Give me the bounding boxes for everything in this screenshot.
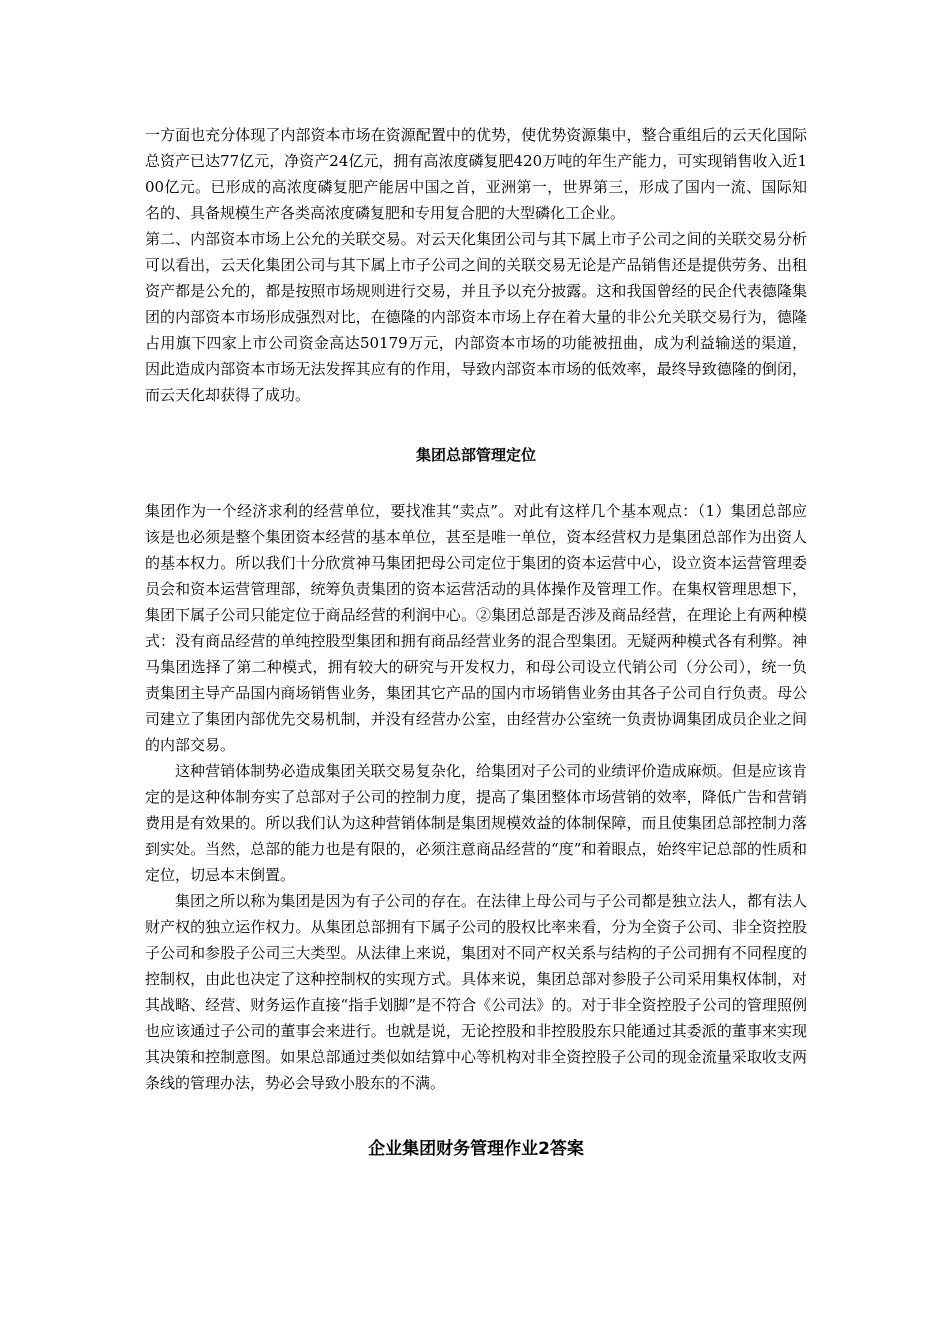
paragraph-intro-1: 一方面也充分体现了内部资本市场在资源配置中的优势，使优势资源集中，整合重组后的云天化国际总资产已达77亿元，净资产24亿元，拥有高浓度磷复肥420万吨的年生产能力，可实现销售收入近100亿元。已形成的高浓度磷复肥产能居中国之首，亚洲第一，世界第三，形成了国内一流、国际知名的、具备规模生产各类高浓度磷复肥和专用复合肥的大型磷化工企业。 [145, 126, 807, 222]
document-page [145, 122, 807, 1162]
paragraph-intro-2: 第二、内部资本市场上公允的关联交易。对云天化集团公司与其下属上市子公司之间的关联交易分析可以看出，云天化集团公司与其下属上市子公司之间的关联交易无论是产品销售还是提供劳务、出租资产都是公允的，都是按照市场规则进行交易，并且予以充分披露。这和我国曾经的民企代表德隆集团的内部资本市场形成强烈对比，在德隆的内部资本市场上存在着大量的非公允关联交易行为，德隆占用旗下四家上市公司资金高达50179万元，内部资本市场的功能被扭曲，成为利益输送的渠道，因此造成内部资本市场无法发挥其应有的作用，导致内部资本市场的低效率，最终导致德隆的倒闭，而云天化却获得了成功。 [145, 230, 807, 404]
section-heading: 集团总部管理定位 [415, 446, 536, 464]
paragraph-section-1: 集团作为一个经济求利的经营单位，要找准其“卖点”。对此有这样几个基本观点：（1）集团总部应该是也必须是整个集团资本经营的基本单位，甚至是唯一单位，资本经营权力是集团总部作为出资人的基本权力。所以我们十分欣赏神马集团把母公司定位于集团的资本运营中心，设立资本运营管理委员会和资本运营管理部，统筹负责集团的资本运营活动的具体操作及管理工作。在集权管理思想下，集团下属子公司只能定位于商品经营的利润中心。②集团总部是否涉及商品经营，在理论上有两种模式：没有商品经营的单纯控股型集团和拥有商品经营业务的混合型集团。无疑两种模式各有利弊。神马集团选择了第二种模式，拥有较大的研究与开发权力，和母公司设立代销公司（分公司），统一负责集团主导产品国内商场销售业务，集团其它产品的国内市场销售业务由其各子公司自行负责。母公司建立了集团内部优先交易机制，并没有经营办公室，由经营办公室统一负责协调集团成员企业之间的内部交易。 [145, 502, 807, 754]
next-section-heading: 企业集团财务管理作业2答案 [368, 1139, 584, 1159]
paragraph-section-3: 集团之所以称为集团是因为有子公司的存在。在法律上母公司与子公司都是独立法人，都有法人财产权的独立运作权力。从集团总部拥有下属子公司的股权比率来看，分为全资子公司、非全资控股子公司和参股子公司三大类型。从法律上来说，集团对不同产权关系与结构的子公司拥有不同程度的控制权，由此也决定了这种控制权的实现方式。具体来说，集团总部对参股子公司采用集权体制，对其战略、经营、财务运作直接“指手划脚”是不符合《公司法》的。对于非全资控股子公司的管理照例也应该通过子公司的董事会来进行。也就是说，无论控股和非控股股东只能通过其委派的董事来实现其决策和控制意图。如果总部通过类似如结算中心等机构对非全资控股子公司的现金流量采取收支两条线的管理办法，势必会导致小股东的不满。 [145, 892, 807, 1092]
paragraph-section-2: 这种营销体制势必造成集团关联交易复杂化，给集团对子公司的业绩评价造成麻烦。但是应该肯定的是这种体制夯实了总部对子公司的控制力度，提高了集团整体市场营销的效率，降低广告和营销费用是有效果的。所以我们认为这种营销体制是集团规模效益的体制保障，而且使集团总部控制力落到实处。当然，总部的能力也是有限的，必须注意商品经营的“度”和着眼点，始终牢记总部的性质和定位，切忌本末倒置。 [145, 762, 807, 884]
